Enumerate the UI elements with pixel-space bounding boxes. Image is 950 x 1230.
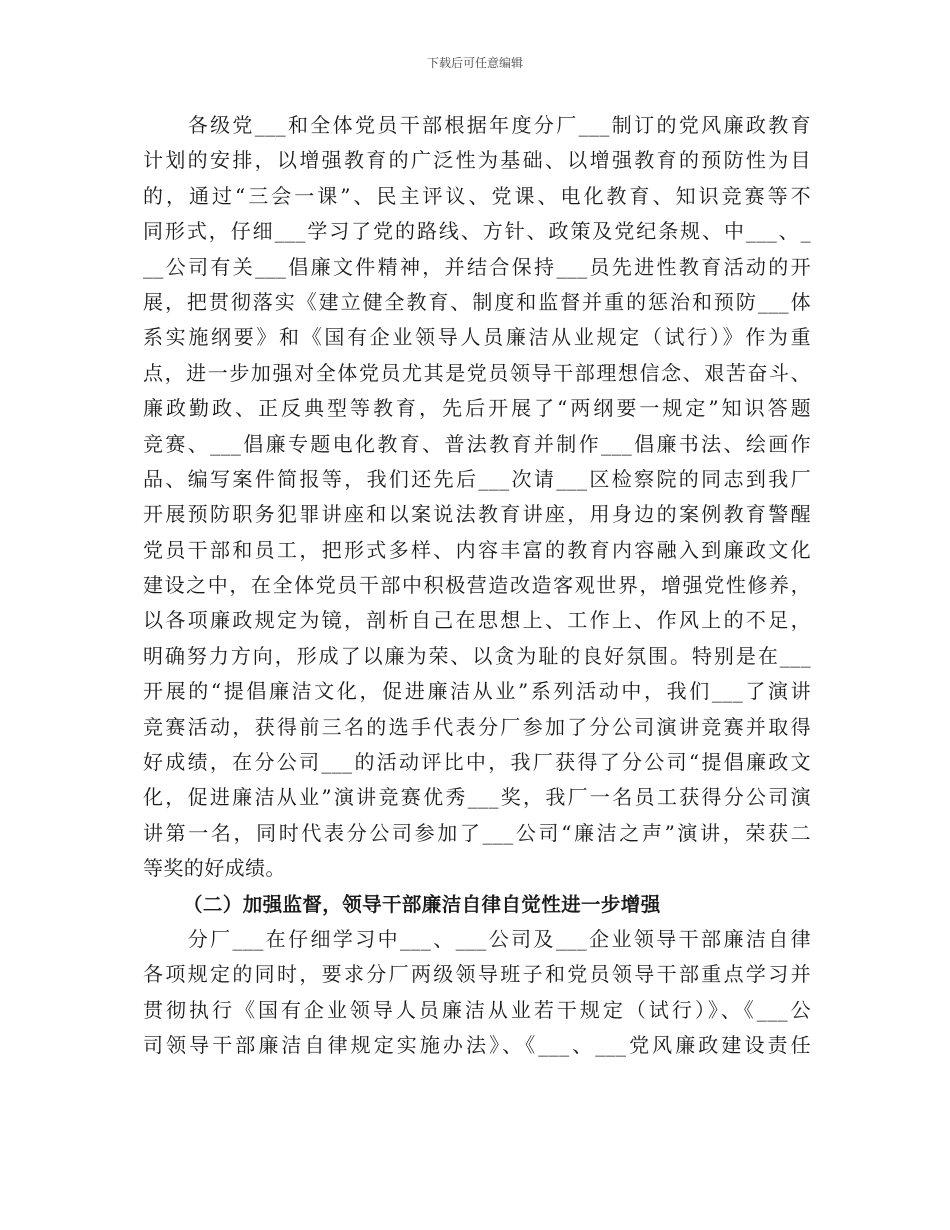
paragraph-line: 以各项廉政规定为镜，剖析自己在思想上、工作上、作风上的不足， — [143, 608, 811, 633]
paragraph-line: 好成绩，在分公司___的活动评比中，我厂获得了分公司“提倡廉政文 — [143, 750, 811, 775]
paragraph-line: 开展的“提倡廉洁文化，促进廉洁从业”系列活动中，我们___了演讲 — [143, 679, 811, 704]
paragraph-line: 竞赛活动，获得前三名的选手代表分厂参加了分公司演讲竞赛并取得 — [143, 714, 811, 739]
paragraph-line: __公司有关___倡廉文件精神，并结合保持___员先进性教育活动的开 — [143, 254, 811, 279]
paragraph-line: 明确努力方向，形成了以廉为荣、以贪为耻的良好氛围。特别是在___ — [143, 643, 811, 668]
paragraph-line: 开展预防职务犯罪讲座和以案说法教育讲座，用身边的案例教育警醒 — [143, 502, 811, 527]
paragraph-line: 讲第一名，同时代表分公司参加了___公司“廉洁之声”演讲，荣获二 — [143, 820, 811, 845]
paragraph-line: 等奖的好成绩。 — [143, 856, 286, 881]
paragraph-line: 品、编写案件简报等，我们还先后___次请___区检察院的同志到我厂 — [143, 466, 811, 491]
document-body — [143, 108, 811, 1064]
paragraph-line: 同形式，仔细___学习了党的路线、方针、政策及党纪条规、中___、_ — [143, 219, 811, 244]
paragraph-line: 化，促进廉洁从业”演讲竞赛优秀___奖，我厂一名员工获得分公司演 — [143, 785, 811, 810]
paragraph-line: 司领导干部廉洁自律规定实施办法》、《___、___党风廉政建设责任 — [143, 1033, 811, 1058]
paragraph-line: 建设之中，在全体党员干部中积极营造改造客观世界，增强党性修养， — [143, 573, 811, 598]
paragraph-line: 各级党___和全体党员干部根据年度分厂___制订的党风廉政教育 — [143, 113, 811, 137]
paragraph-line: 贯彻执行《国有企业领导人员廉洁从业若干规定（试行）》、《___公 — [143, 997, 811, 1022]
paragraph-line: 党员干部和员工，把形式多样、内容丰富的教育内容融入到廉政文化 — [143, 537, 811, 562]
paragraph-line: 系实施纲要》和《国有企业领导人员廉洁从业规定（试行）》作为重 — [143, 325, 811, 350]
paragraph-line: 竞赛、___倡廉专题电化教育、普法教育并制作___倡廉书法、绘画作 — [143, 431, 811, 456]
paragraph-line: 点，进一步加强对全体党员尤其是党员领导干部理想信念、艰苦奋斗、 — [143, 360, 811, 385]
paragraph-line: 的，通过“三会一课”、民主评议、党课、电化教育、知识竞赛等不 — [143, 183, 811, 208]
paragraph-line: 分厂___在仔细学习中___、___公司及___企业领导干部廉洁自律 — [143, 926, 811, 951]
section-heading: （二）加强监督，领导干部廉洁自律自觉性进一步增强 — [183, 892, 661, 916]
paragraph-line: 展，把贯彻落实《建立健全教育、制度和监督并重的惩治和预防___体 — [143, 289, 811, 314]
paragraph-line: 各项规定的同时，要求分厂两级领导班子和党员领导干部重点学习并 — [143, 962, 811, 987]
paragraph-line: 廉政勤政、正反典型等教育，先后开展了“两纲要一规定”知识答题 — [143, 396, 811, 421]
paragraph-line: 计划的安排，以增强教育的广泛性为基础、以增强教育的预防性为目 — [143, 148, 811, 173]
page-header: 下载后可任意编辑 — [426, 56, 523, 70]
